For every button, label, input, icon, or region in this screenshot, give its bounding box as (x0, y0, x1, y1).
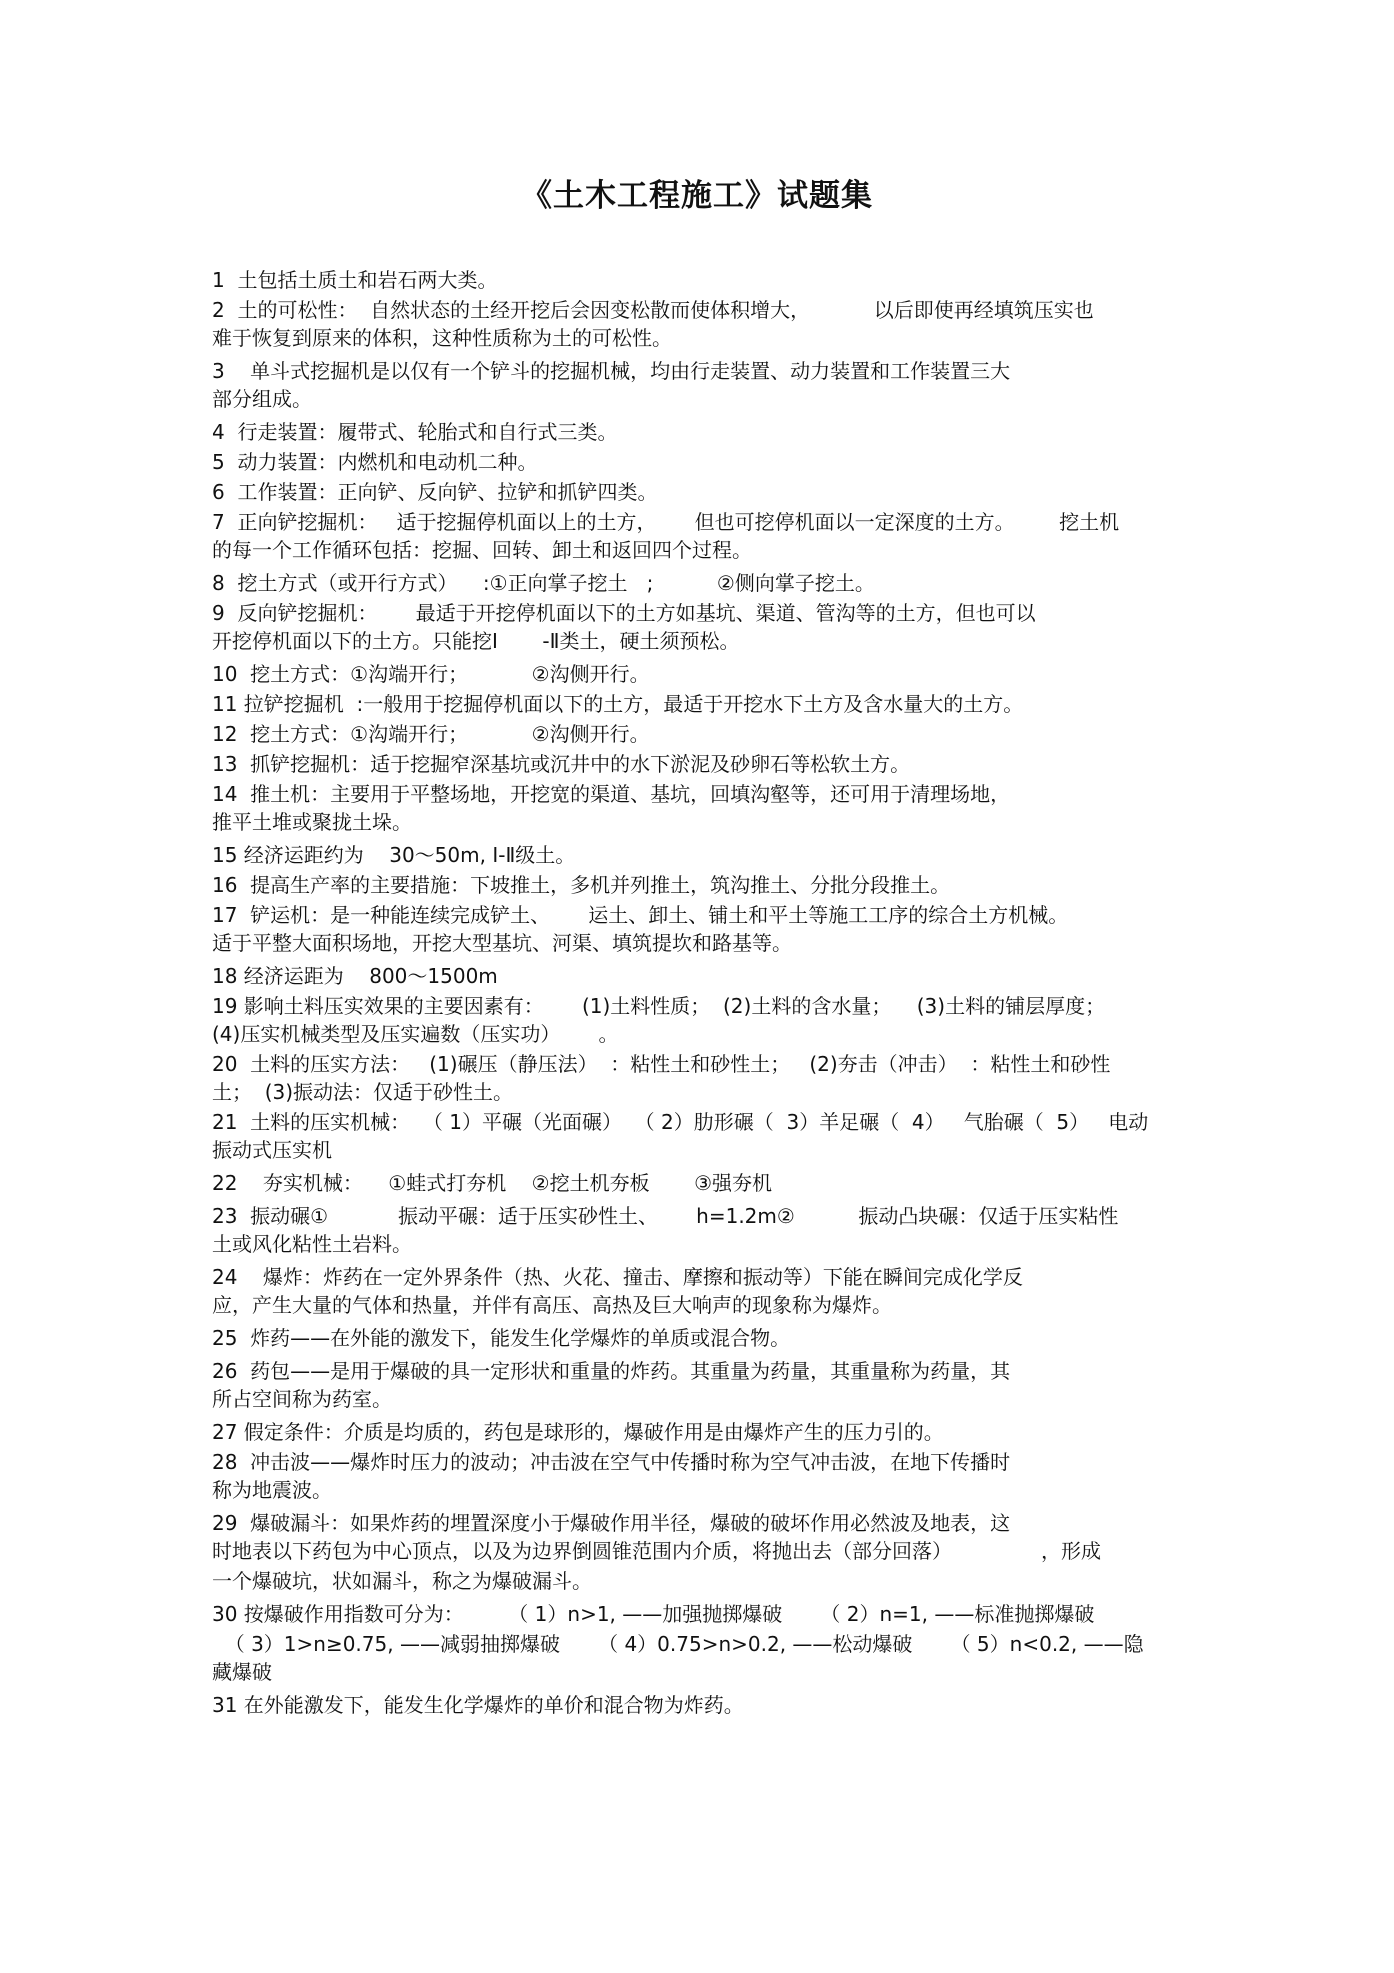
text-line: 1 土包括土质土和岩石两大类。 (212, 268, 498, 292)
text-line: 应，产生大量的气体和热量，并伴有高压、高热及巨大响声的现象称为爆炸。 (212, 1293, 892, 1317)
text-line: (4)压实机械类型及压实遍数（压实功） 。 (212, 1022, 619, 1046)
text-line: 一个爆破坑，状如漏斗，称之为爆破漏斗。 (212, 1569, 592, 1593)
document-title: 《土木工程施工》试题集 (521, 178, 873, 214)
text-line: 难于恢复到原来的体积，这种性质称为土的可松性。 (212, 326, 672, 350)
text-line: 22 夯实机械： ①蛙式打夯机 ②挖土机夯板 ③强夯机 (212, 1171, 773, 1195)
text-line: 9 反向铲挖掘机： 最适于开挖停机面以下的土方如基坑、渠道、管沟等的土方，但也可以 (212, 601, 1036, 625)
text-line: 称为地震波。 (212, 1478, 332, 1502)
text-line: 4 行走装置：履带式、轮胎式和自行式三类。 (212, 420, 618, 444)
text-line: 31 在外能激发下，能发生化学爆炸的单价和混合物为炸药。 (212, 1693, 744, 1717)
text-line: 藏爆破 (212, 1660, 272, 1684)
text-line: 部分组成。 (212, 387, 312, 411)
text-line: 时地表以下药包为中心顶点，以及为边界倒圆锥范围内介质，将抛出去（部分回落） ，形成 (212, 1539, 1102, 1563)
text-line: 15 经济运距约为 30～50m, Ⅰ-Ⅱ级土。 (212, 843, 576, 867)
text-line: 7 正向铲挖掘机： 适于挖掘停机面以上的土方， 但也可挖停机面以一定深度的土方。 挖土机 (212, 510, 1120, 534)
text-line: 11 拉铲挖掘机 :一般用于挖掘停机面以下的土方，最适于开挖水下土方及含水量大的土方。 (212, 692, 1024, 716)
text-line: （ 3）1>n≥0.75, ——减弱抽掷爆破 （ 4）0.75>n>0.2, ——松动爆破 （ 5）n<0.2, ——隐 (212, 1632, 1144, 1656)
text-line: 所占空间称为药室。 (212, 1387, 392, 1411)
text-line: 28 冲击波——爆炸时压力的波动；冲击波在空气中传播时称为空气冲击波，在地下传播时 (212, 1450, 1011, 1474)
text-line: 振动式压实机 (212, 1138, 332, 1162)
text-line: 17 铲运机：是一种能连续完成铲土、 运土、卸土、铺土和平土等施工工序的综合土方机械。 (212, 903, 1069, 927)
text-line: 19 影响土料压实效果的主要因素有： (1)土料性质； (2)土料的含水量； (3)土料的铺层厚度； (212, 994, 1106, 1018)
text-line: 30 按爆破作用指数可分为： （ 1）n>1, ——加强抛掷爆破 （ 2）n=1, ——标准抛掷爆破 (212, 1602, 1095, 1626)
text-line: 27 假定条件：介质是均质的，药包是球形的，爆破作用是由爆炸产生的压力引的。 (212, 1420, 944, 1444)
text-line: 适于平整大面积场地，开挖大型基坑、河渠、填筑提坎和路基等。 (212, 931, 792, 955)
text-line: 推平土堆或聚拢土垛。 (212, 810, 412, 834)
text-line: 10 挖土方式：①沟端开行； ②沟侧开行。 (212, 662, 650, 686)
text-line: 12 挖土方式：①沟端开行； ②沟侧开行。 (212, 722, 650, 746)
text-line: 16 提高生产率的主要措施：下坡推土，多机并列推土，筑沟推土、分批分段推土。 (212, 873, 951, 897)
text-line: 3 单斗式挖掘机是以仅有一个铲斗的挖掘机械，均由行走装置、动力装置和工作装置三大 (212, 359, 1011, 383)
document-body (212, 266, 1192, 1719)
text-line: 土； (3)振动法：仅适于砂性土。 (212, 1080, 514, 1104)
text-line: 14 推土机：主要用于平整场地，开挖宽的渠道、基坑，回填沟壑等，还可用于清理场地， (212, 782, 1011, 806)
text-line: 开挖停机面以下的土方。只能挖Ⅰ -Ⅱ类土，硬土须预松。 (212, 629, 740, 653)
text-line: 29 爆破漏斗：如果炸药的埋置深度小于爆破作用半径，爆破的破坏作用必然波及地表，这 (212, 1511, 1011, 1535)
text-line: 2 土的可松性： 自然状态的土经开挖后会因变松散而使体积增大， 以后即使再经填筑压实也 (212, 298, 1094, 322)
text-line: 5 动力装置：内燃机和电动机二种。 (212, 450, 538, 474)
text-line: 6 工作装置：正向铲、反向铲、拉铲和抓铲四类。 (212, 480, 658, 504)
text-line: 土或风化粘性土岩料。 (212, 1232, 412, 1256)
text-line: 26 药包——是用于爆破的具一定形状和重量的炸药。其重量为药量，其重量称为药量，其 (212, 1359, 1011, 1383)
text-line: 20 土料的压实方法： (1)碾压（静压法） ：粘性土和砂性土； (2)夯击（冲击） ：粘性土和砂性 (212, 1052, 1111, 1076)
text-line: 18 经济运距为 800～1500m (212, 964, 498, 988)
text-line: 21 土料的压实机械： （ 1）平碾（光面碾） （ 2）肋形碾（ 3）羊足碾（ 4） 气胎碾（ 5） 电动 (212, 1110, 1149, 1134)
text-line: 25 炸药——在外能的激发下，能发生化学爆炸的单质或混合物。 (212, 1326, 791, 1350)
text-line: 13 抓铲挖掘机：适于挖掘窄深基坑或沉井中的水下淤泥及砂卵石等松软土方。 (212, 752, 911, 776)
text-line: 的每一个工作循环包括：挖掘、回转、卸土和返回四个过程。 (212, 538, 752, 562)
text-line: 23 振动碾① 振动平碾：适于压实砂性土、 h=1.2m② 振动凸块碾：仅适于压实粘性 (212, 1204, 1119, 1228)
text-line: 24 爆炸：炸药在一定外界条件（热、火花、撞击、摩擦和振动等）下能在瞬间完成化学反 (212, 1265, 1023, 1289)
text-line: 8 挖土方式（或开行方式） :①正向掌子挖土 ; ②侧向掌子挖土。 (212, 571, 875, 595)
